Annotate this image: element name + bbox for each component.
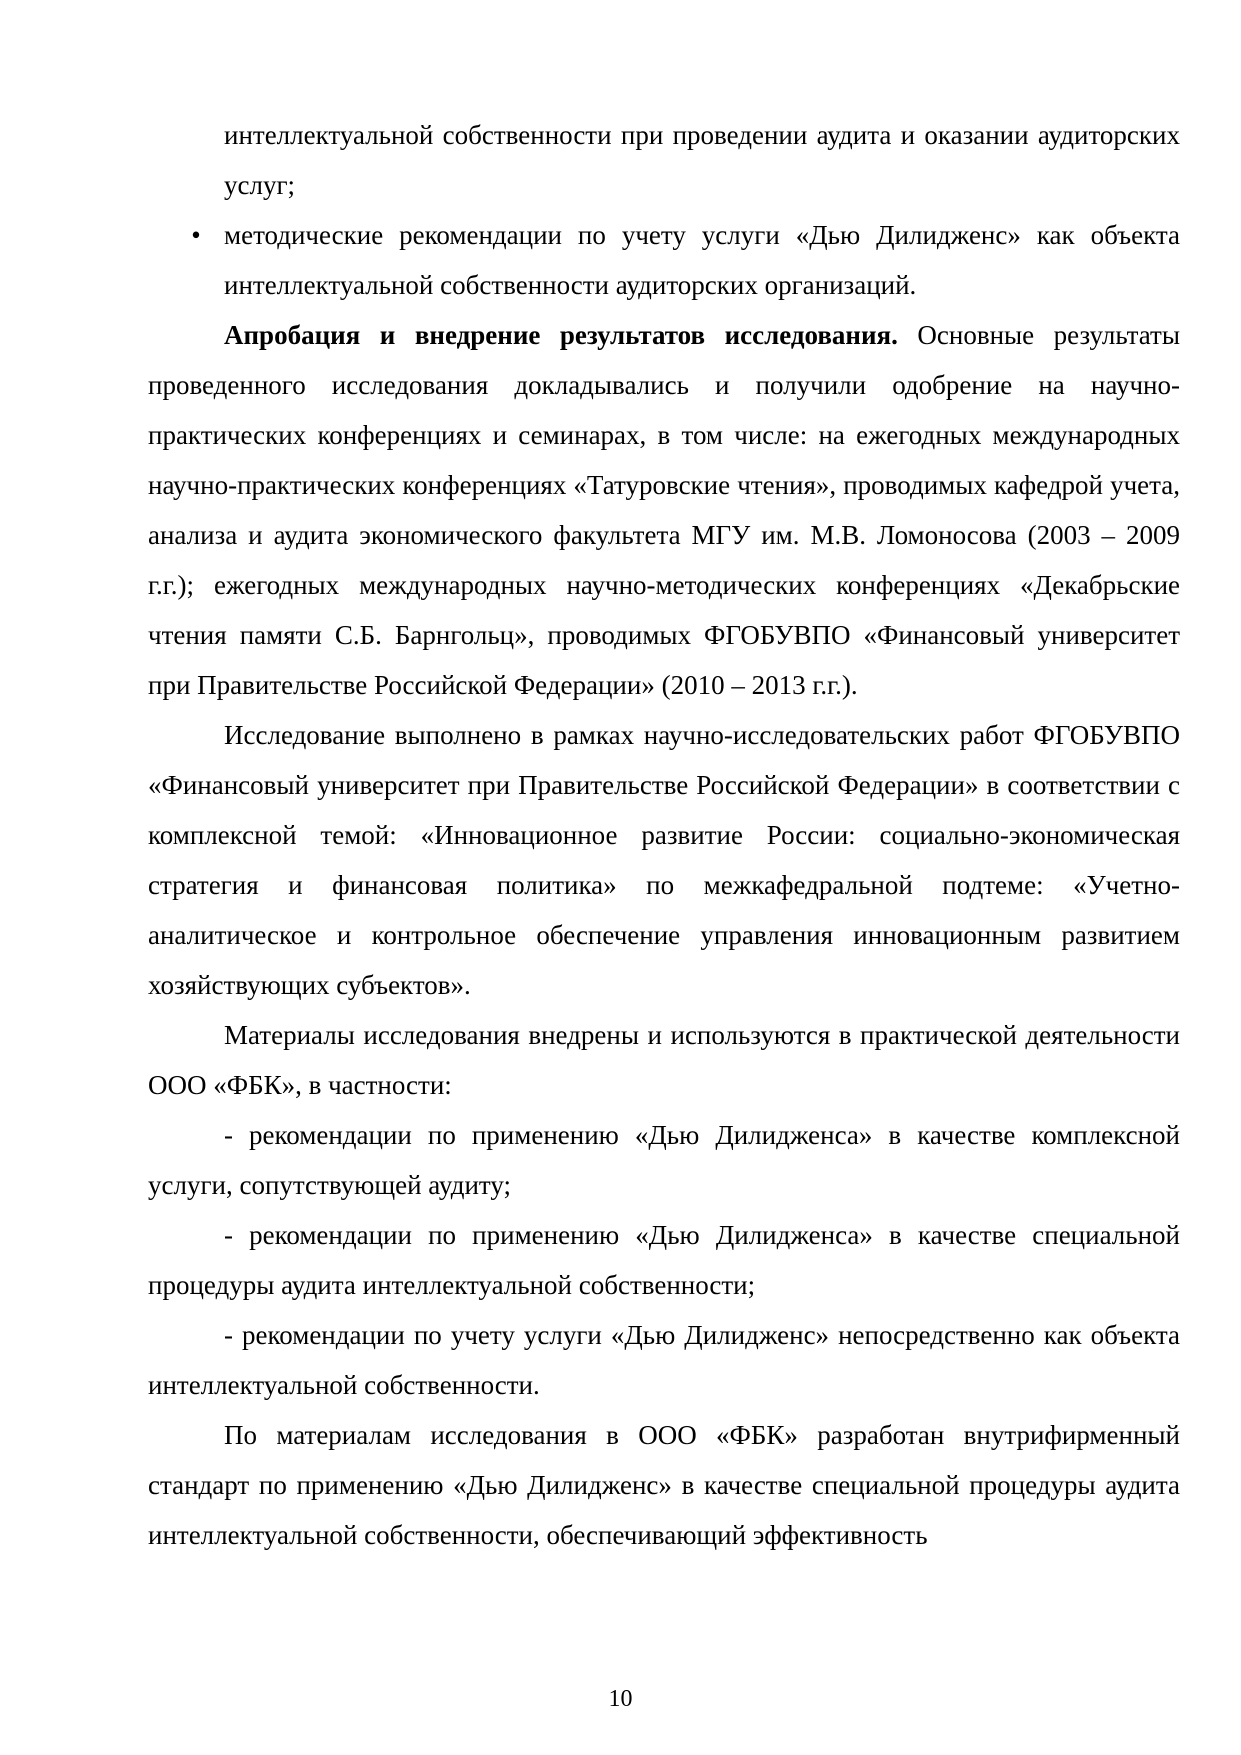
document-page (148, 110, 1180, 1560)
bullet-item (148, 210, 1180, 310)
recommendation-item: - рекомендации по применению «Дью Дилидженса» в качестве комплексной услуги, сопутствующей аудиту; (148, 1120, 1180, 1200)
recommendation-item: - рекомендации по учету услуги «Дью Дилидженс» непосредственно как объекта интеллектуальной собственности. (148, 1320, 1180, 1400)
approbation-paragraph (148, 310, 1180, 710)
final-paragraph: По материалам исследования в ООО «ФБК» разработан внутрифирменный стандарт по применению «Дью Дилидженс» в качестве специальной процедуры аудита интеллектуальной собственности, обеспечивающий эффективность (148, 1420, 1180, 1550)
recommendation-item: - рекомендации по применению «Дью Дилидженса» в качестве специальной процедуры аудита интеллектуальной собственности; (148, 1220, 1180, 1300)
page-number: 10 (608, 1686, 633, 1712)
materials-paragraph: Материалы исследования внедрены и используются в практической деятельности ООО «ФБК», в частности: (148, 1020, 1180, 1100)
bullet-text: методические рекомендации по учету услуги «Дью Дилидженс» как объекта интеллектуальной собственности аудиторских организаций. (224, 220, 1180, 300)
bullet-icon: • (191, 220, 201, 250)
bullet-continuation: интеллектуальной собственности при проведении аудита и оказании аудиторских услуг; (224, 120, 1180, 200)
approbation-text: Основные результаты проведенного исследования докладывались и получили одобрение на научно-практических конференциях и семинарах, в том числе: на ежегодных международных научно-практических конференциях «Татуровские чтения», проводимых кафедрой учета, анализа и аудита экономического факультета МГУ им. М.В. Ломоносова (2003 – 2009 г.г.); ежегодных международных научно-методических конференциях «Декабрьские чтения памяти С.Б. Барнгольц», проводимых ФГОБУВПО «Финансовый университет при Правительстве Российской Федерации» (2010 – 2013 г.г.). (148, 320, 1180, 700)
approbation-heading: Апробация и внедрение результатов исследования. (224, 320, 898, 350)
research-paragraph: Исследование выполнено в рамках научно-исследовательских работ ФГОБУВПО «Финансовый университет при Правительстве Российской Федерации» в соответствии с комплексной темой: «Инновационное развитие России: социально-экономическая стратегия и финансовая политика» по межкафедральной подтеме: «Учетно-аналитическое и контрольное обеспечение управления инновационным развитием хозяйствующих субъектов». (148, 720, 1180, 1000)
